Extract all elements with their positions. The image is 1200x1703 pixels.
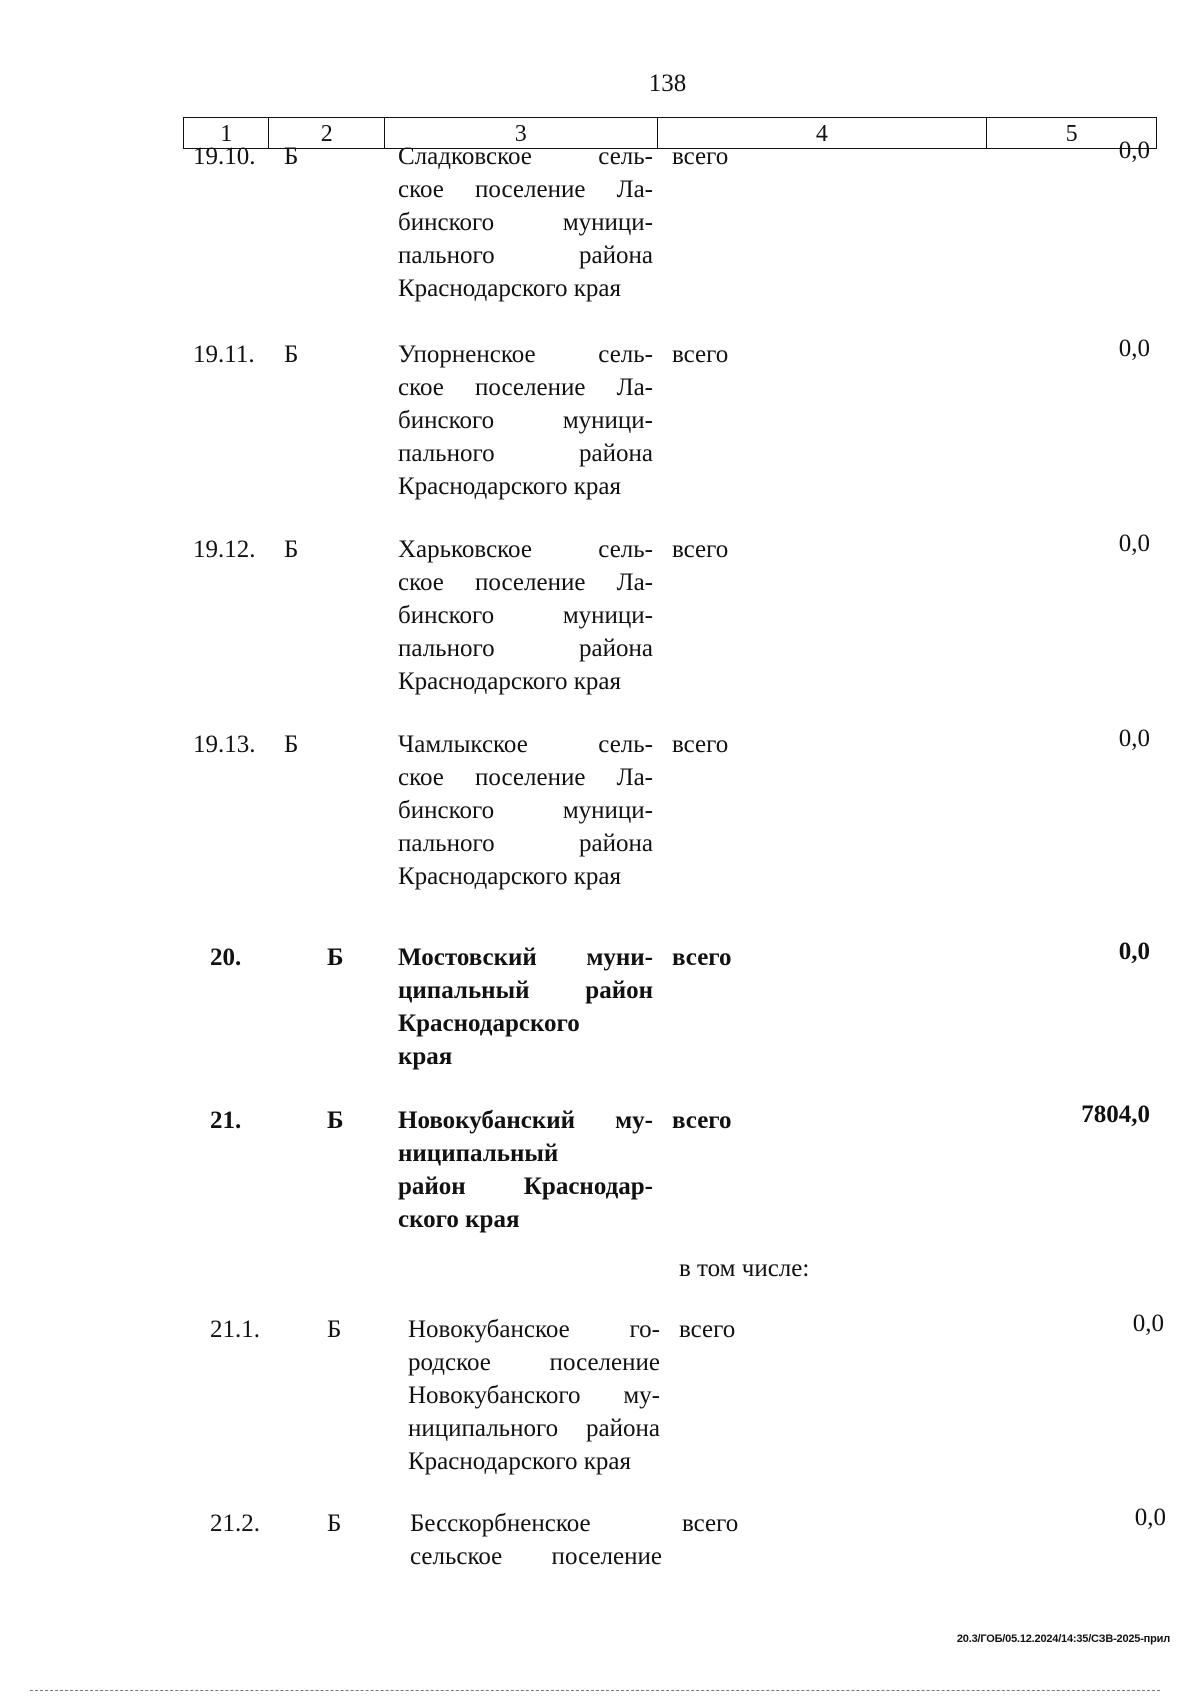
row-name-line: родское поселение [408,1349,660,1376]
row-value: 0,0 [1134,1504,1166,1531]
row-type: Б [284,731,299,758]
row-value: 0,0 [1118,938,1150,965]
row-number: 21. [210,1107,242,1134]
row-value: 0,0 [1118,137,1150,164]
row-name-line: Краснодарского края [398,668,621,695]
row-name-line: бинского муници- [398,407,653,434]
header-col-3: 3 [385,118,657,149]
row-name-line: район Краснодар- [398,1173,653,1200]
row-name-line: сельское поселение [410,1543,662,1570]
row-number: 21.2. [210,1510,260,1537]
row-name [398,533,653,698]
row-name-line: ниципальный [398,1140,559,1167]
bottom-divider [30,1690,1160,1691]
row-category: всего [672,944,732,971]
row-name [408,1313,660,1478]
row-name-line: ское поселение Ла- [398,374,653,401]
row-number: 19.10. [193,143,256,170]
row-category: всего [679,1316,736,1343]
row-name-line: Краснодарского края [398,863,621,890]
row-category: всего [672,1107,732,1134]
row-name-line: Мостовский муни- [398,944,653,971]
row-name-line: Харьковское сель- [398,536,653,563]
row-name [398,728,653,893]
row-name-line: ниципального района [408,1415,660,1442]
row-type: Б [284,143,299,170]
row-name-line: ское поселение Ла- [398,176,653,203]
header-col-4: 4 [657,118,987,149]
row-name [398,338,653,503]
page-number: 138 [648,70,687,97]
row-category: всего [672,341,729,368]
row-name-line: Краснодарского края [408,1448,631,1475]
row-name-line: Чамлыкское сель- [398,731,653,758]
row-category: всего [672,143,729,170]
row-type: Б [327,1316,342,1343]
row-value: 0,0 [1132,1310,1164,1337]
sub-label: в том числе: [679,1255,810,1282]
row-name-line: Новокубанское го- [408,1316,660,1343]
header-col-1: 1 [184,118,269,149]
row-type: Б [327,1510,342,1537]
row-name-line: бинского муници- [398,209,653,236]
row-name-line: бинского муници- [398,797,653,824]
row-name [398,941,653,1073]
row-name-line: Новокубанский му- [398,1107,653,1134]
row-name-line: пального района [398,830,653,857]
row-name-line: пального района [398,635,653,662]
row-type: Б [327,944,344,971]
row-name-line: Упорненское сель- [398,341,653,368]
row-value: 0,0 [1118,530,1150,557]
header-col-5: 5 [987,118,1157,149]
row-name [398,140,653,305]
row-type: Б [327,1107,344,1134]
row-name-line: пального района [398,242,653,269]
row-name-line: пального района [398,440,653,467]
row-value: 7804,0 [1081,1101,1150,1128]
row-number: 19.13. [193,731,256,758]
row-value: 0,0 [1118,725,1150,752]
footer-stamp: 20.3/ГОБ/05.12.2024/14:35/СЗВ-2025-прил [956,1633,1170,1645]
row-number: 21.1. [210,1316,260,1343]
row-name-line: края [398,1043,453,1070]
row-name [398,1104,653,1236]
header-col-2: 2 [269,118,385,149]
row-name-line: ское поселение Ла- [398,569,653,596]
row-name-line: Краснодарского края [398,473,621,500]
row-category: всего [672,536,729,563]
row-name-line: Новокубанского му- [408,1382,660,1409]
row-name-line: ского края [398,1206,520,1233]
row-category: всего [672,731,729,758]
row-number: 19.11. [193,341,255,368]
row-number: 19.12. [193,536,256,563]
row-name-line: ципальный район [398,977,653,1004]
row-name-line: Краснодарского [398,1010,580,1037]
row-name-line: Сладковское сель- [398,143,653,170]
row-number: 20. [210,944,242,971]
row-name-line: ское поселение Ла- [398,764,653,791]
row-value: 0,0 [1118,335,1150,362]
row-name-line: Бесскорбненское [410,1510,591,1537]
row-type: Б [284,341,299,368]
row-name-line: Краснодарского края [398,275,621,302]
row-type: Б [284,536,299,563]
row-name-line: бинского муници- [398,602,653,629]
row-category: всего [682,1510,739,1537]
row-name [410,1507,662,1573]
